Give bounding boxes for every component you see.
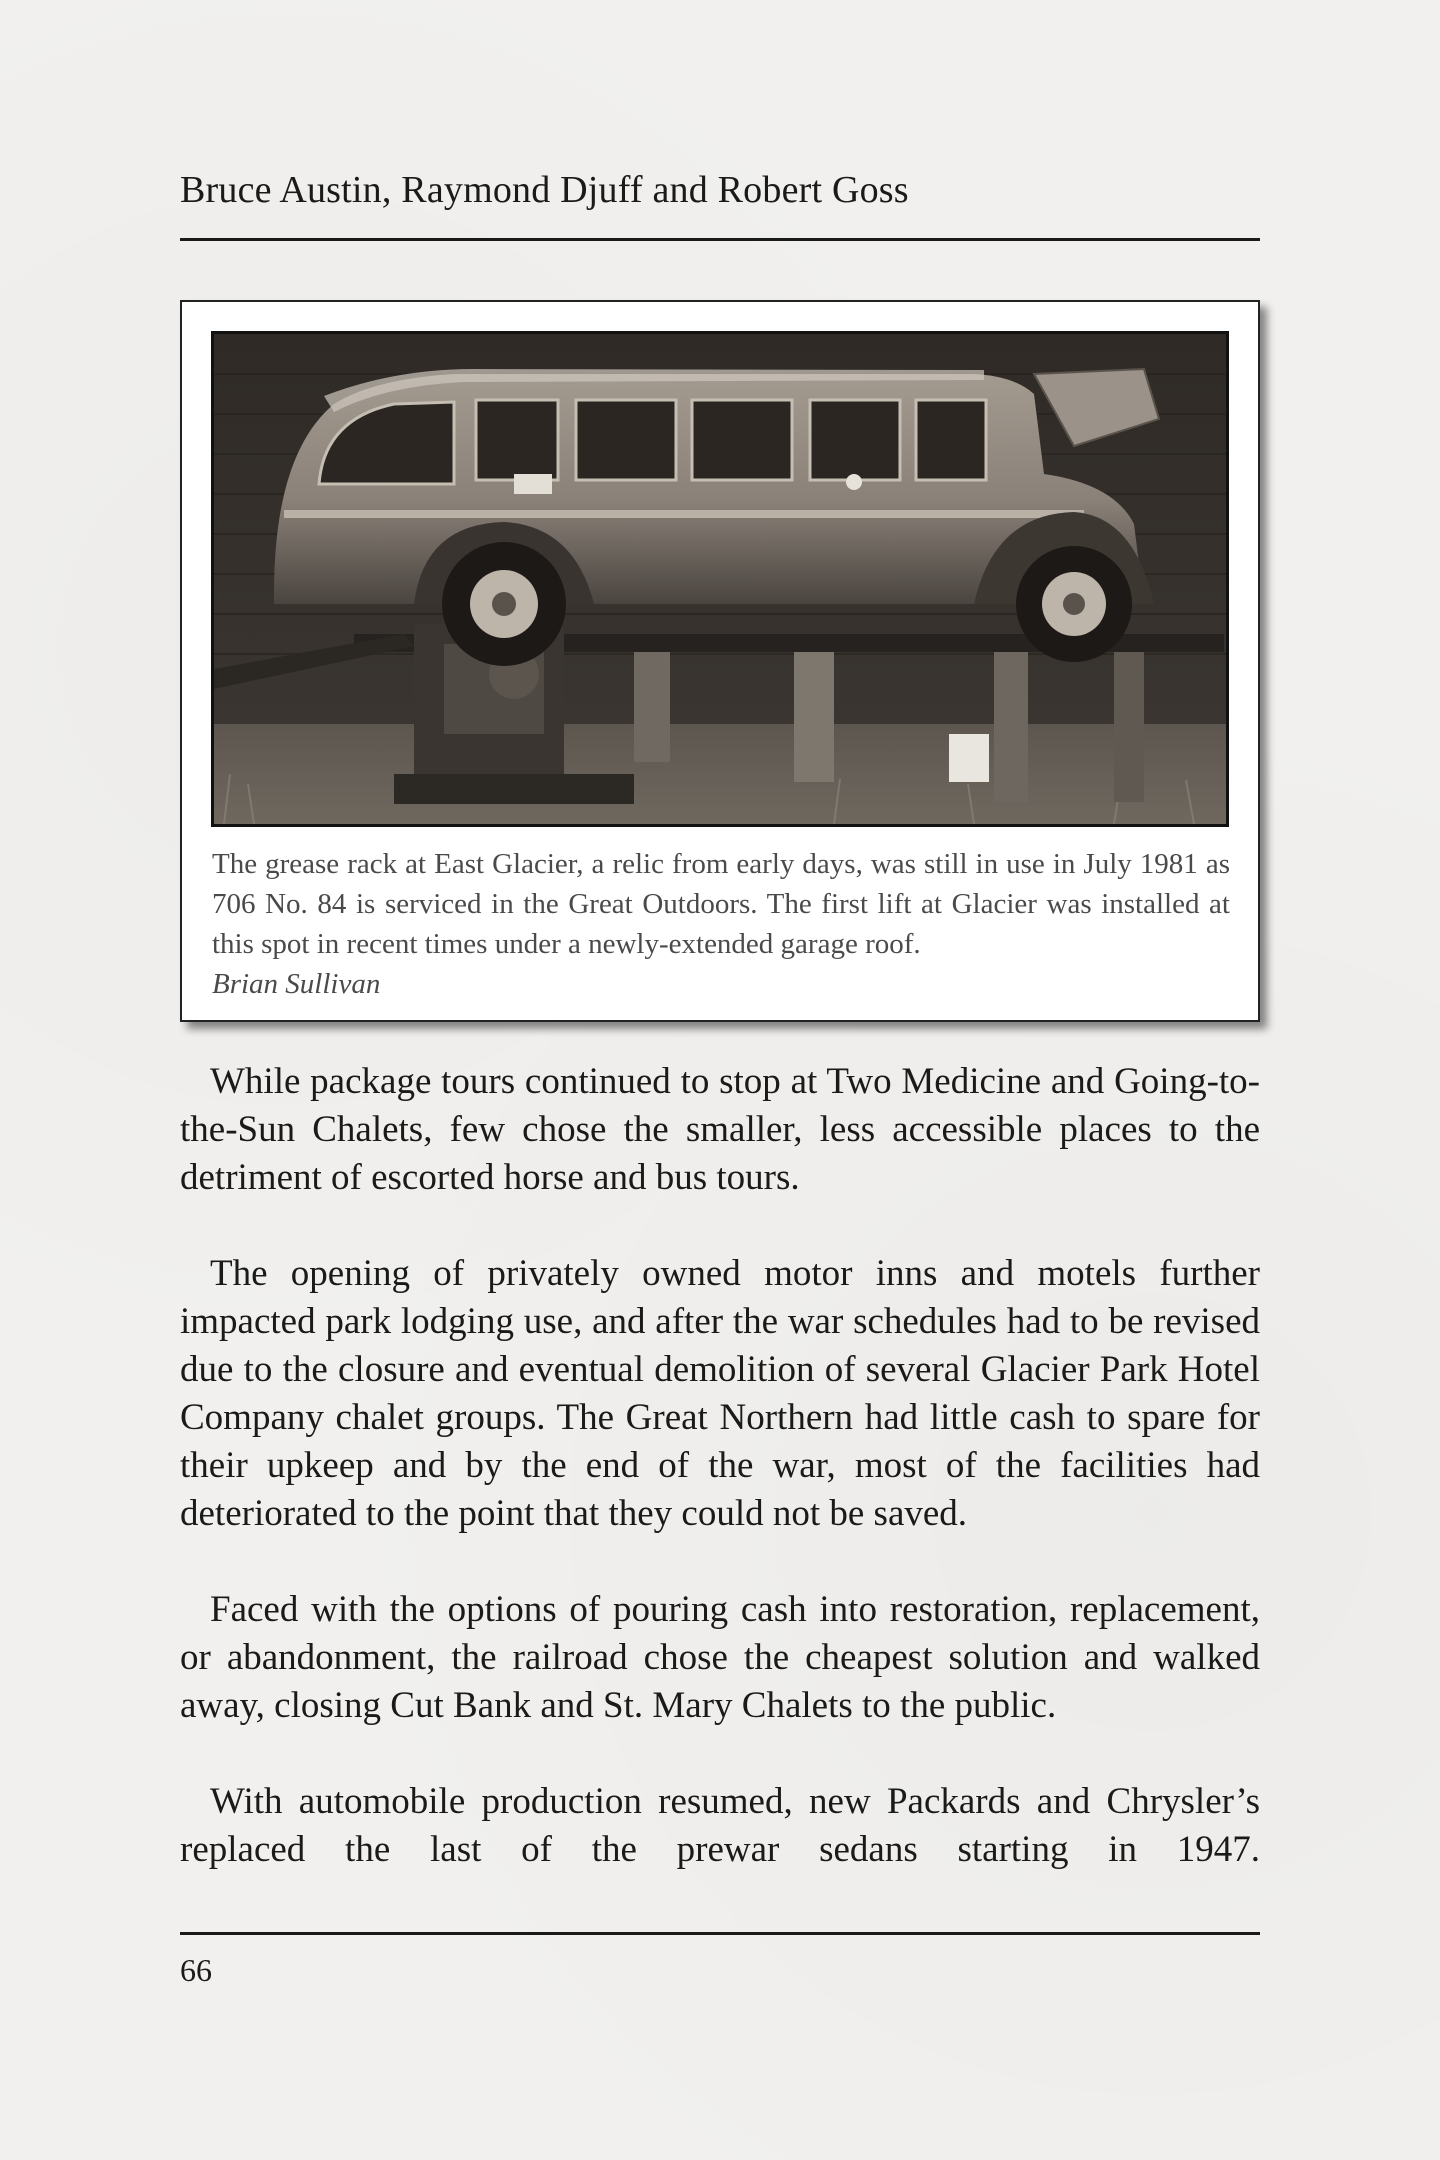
running-head: Bruce Austin, Raymond Djuff and Robert Goss	[180, 169, 909, 211]
caption-text: The grease rack at East Glacier, a relic from early days, was still in use in July 1981 as 706 No. 84 is serviced in the Great Outdoors. The first lift at Glacier was installed at this spot in recent times under a newly-extended garage roof.	[212, 848, 1230, 960]
paragraph: While package tours continued to stop at Two Medicine and Going-to-the-Sun Chalets, few chose the smaller, less accessible places to the detriment of escorted horse and bus tours.	[180, 1061, 1260, 1198]
body-text	[180, 1058, 1260, 1922]
figure	[180, 300, 1260, 1022]
page-number: 66	[180, 1952, 212, 1988]
vintage-bus-photo	[211, 331, 1229, 827]
footer-rule	[180, 1932, 1260, 1935]
header-rule	[180, 238, 1260, 241]
paragraph: With automobile production resumed, new Packards and Chrysler’s replaced the last of the prewar sedans starting in 1947.	[180, 1781, 1260, 1870]
photo-credit: Brian Sullivan	[212, 968, 381, 1000]
paragraph: Faced with the options of pouring cash into restoration, replacement, or abandonment, the railroad chose the cheapest solution and walked away, closing Cut Bank and St. Mary Chalets to the public.	[180, 1589, 1260, 1726]
figure-caption	[212, 844, 1230, 1004]
paragraph: The opening of privately owned motor inns and motels further impacted park lodging use, and after the war schedules had to be revised due to the closure and eventual demolition of several Glacier Park Hotel Company chalet groups. The Great Northern had little cash to spare for their upkeep and by the end of the war, most of the facilities had deteriorated to the point that they could not be saved.	[180, 1253, 1260, 1534]
